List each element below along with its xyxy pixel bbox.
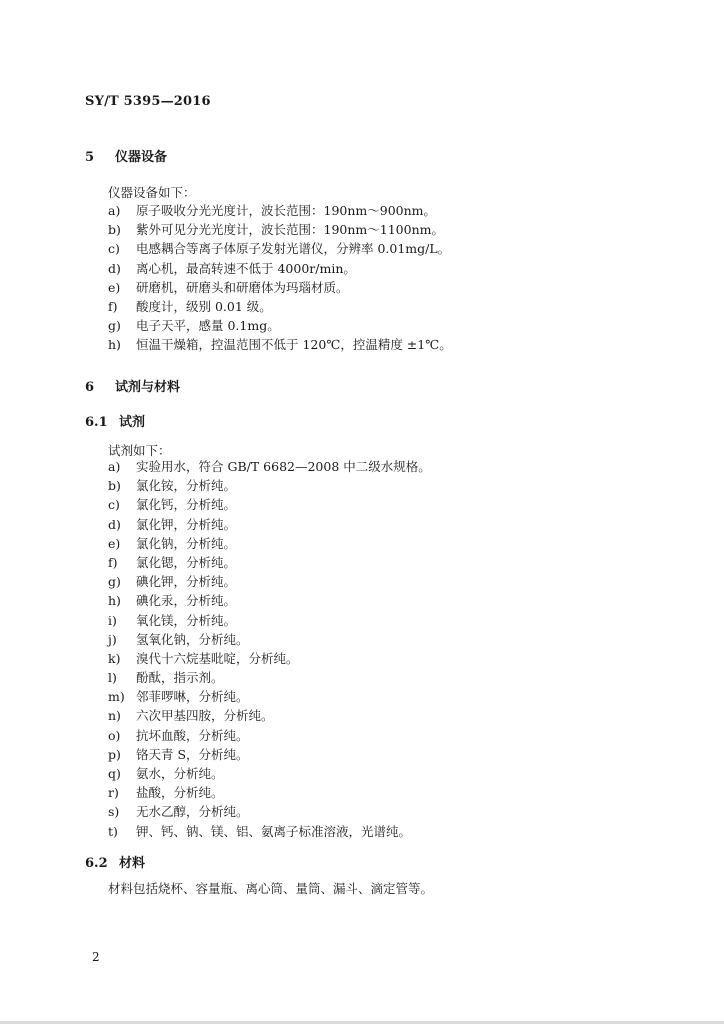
list-marker: a) — [108, 459, 121, 474]
section-6-1-heading — [85, 411, 145, 430]
list-text: 铬天青 S，分析纯。 — [136, 746, 249, 762]
list-text: 酸度计，级别 0.01 级。 — [136, 298, 272, 314]
list-marker: r) — [108, 785, 119, 801]
section-number: 5 — [85, 150, 95, 165]
list-text: 碘化汞，分析纯。 — [136, 593, 237, 609]
list-text: 紫外可见分光光度计，波长范围：190nm～1100nm。 — [136, 222, 444, 238]
list-item — [108, 316, 452, 335]
list-text: 氢氧化钠，分析纯。 — [136, 631, 249, 647]
list-text: 氯化钠，分析纯。 — [136, 535, 237, 551]
list-marker: p) — [108, 746, 121, 762]
list-item — [108, 297, 452, 316]
list-text: 六次甲基四胺，分析纯。 — [136, 708, 274, 724]
page-number: 2 — [92, 950, 100, 964]
list-item — [108, 745, 431, 764]
list-item — [108, 649, 431, 668]
list-marker: h) — [108, 593, 121, 609]
list-text: 氯化铵，分析纯。 — [136, 478, 237, 494]
list-marker: s) — [108, 804, 120, 820]
section-6-2-heading — [85, 852, 145, 871]
list-marker: d) — [108, 516, 121, 532]
list-text: 原子吸收分光光度计，波长范围：190nm～900nm。 — [136, 203, 437, 218]
list-marker: c) — [108, 241, 120, 257]
list-marker: f) — [108, 298, 118, 314]
list-marker: q) — [108, 766, 121, 781]
list-item — [108, 476, 431, 495]
list-item — [108, 726, 431, 745]
list-text: 氯化钾，分析纯。 — [136, 516, 237, 532]
list-text: 酚酞，指示剂。 — [136, 670, 224, 686]
list-marker: c) — [108, 497, 120, 513]
list-item — [108, 515, 431, 534]
list-marker: n) — [108, 708, 121, 724]
list-item — [108, 591, 431, 610]
list-marker: t) — [108, 823, 118, 839]
list-marker: e) — [108, 535, 121, 551]
list-marker: a) — [108, 203, 121, 218]
equipment-list — [108, 201, 452, 355]
section-number: 6.1 — [85, 415, 108, 430]
list-text: 氯化钙，分析纯。 — [136, 497, 237, 513]
list-item — [108, 335, 452, 354]
list-item — [108, 764, 431, 783]
section-title: 试剂 — [119, 415, 146, 430]
section-6-1-intro: 试剂如下： — [108, 443, 171, 458]
list-item — [108, 783, 431, 802]
list-marker: g) — [108, 574, 121, 590]
list-text: 氯化锶，分析纯。 — [136, 554, 237, 570]
list-item — [108, 706, 431, 725]
list-marker: e) — [108, 279, 121, 295]
list-text: 电子天平，感量 0.1mg。 — [136, 318, 280, 334]
list-marker: m) — [108, 689, 125, 705]
list-item — [108, 822, 431, 841]
list-marker: o) — [108, 727, 121, 743]
list-marker: j) — [108, 631, 117, 647]
list-item — [108, 278, 452, 297]
list-text: 离心机，最高转速不低于 4000r/min。 — [136, 260, 356, 276]
list-item — [108, 534, 431, 553]
list-item — [108, 668, 431, 687]
list-item — [108, 239, 452, 258]
list-item — [108, 630, 431, 649]
list-marker: b) — [108, 222, 121, 238]
list-marker: b) — [108, 478, 121, 494]
list-marker: k) — [108, 650, 121, 666]
list-text: 碘化钾，分析纯。 — [136, 574, 237, 590]
list-item — [108, 611, 431, 630]
section-number: 6.2 — [85, 856, 108, 871]
list-text: 邻菲啰啉，分析纯。 — [136, 689, 249, 705]
list-text: 氨水，分析纯。 — [136, 766, 224, 781]
list-text: 无水乙醇，分析纯。 — [136, 804, 249, 820]
materials-paragraph: 材料包括烧杯、容量瓶、离心筒、量筒、漏斗、滴定管等。 — [108, 881, 434, 896]
list-marker: h) — [108, 337, 121, 353]
list-item — [108, 553, 431, 572]
list-item — [108, 457, 431, 476]
section-title: 材料 — [119, 856, 146, 871]
list-marker: f) — [108, 554, 118, 570]
list-text: 研磨机，研磨头和研磨体为玛瑙材质。 — [136, 279, 349, 295]
section-5-intro: 仪器设备如下： — [108, 185, 196, 200]
list-text: 盐酸，分析纯。 — [136, 785, 224, 801]
list-text: 电感耦合等离子体原子发射光谱仪，分辨率 0.01mg/L。 — [136, 241, 451, 257]
list-text: 溴代十六烷基吡啶，分析纯。 — [136, 650, 299, 666]
list-text: 钾、钙、钠、镁、铝、氨离子标准溶液，光谱纯。 — [136, 823, 412, 839]
section-number: 6 — [85, 380, 95, 395]
list-item — [108, 572, 431, 591]
list-text: 抗坏血酸，分析纯。 — [136, 727, 249, 743]
list-item — [108, 802, 431, 821]
list-marker: l) — [108, 670, 117, 686]
list-text: 氧化镁，分析纯。 — [136, 612, 237, 628]
list-item — [108, 495, 431, 514]
section-6-heading — [85, 376, 180, 395]
section-title: 试剂与材料 — [115, 380, 181, 395]
list-item — [108, 201, 452, 220]
section-title: 仪器设备 — [115, 150, 168, 165]
list-marker: i) — [108, 612, 117, 628]
list-item — [108, 259, 452, 278]
section-5-heading — [85, 146, 167, 165]
list-marker: g) — [108, 318, 121, 334]
reagent-list — [108, 457, 431, 841]
list-marker: d) — [108, 260, 121, 276]
list-item — [108, 220, 452, 239]
list-item — [108, 687, 431, 706]
list-text: 恒温干燥箱，控温范围不低于 120℃，控温精度 ±1℃。 — [136, 337, 452, 353]
list-text: 实验用水，符合 GB/T 6682—2008 中二级水规格。 — [136, 459, 431, 474]
standard-id: SY/T 5395—2016 — [85, 94, 211, 109]
